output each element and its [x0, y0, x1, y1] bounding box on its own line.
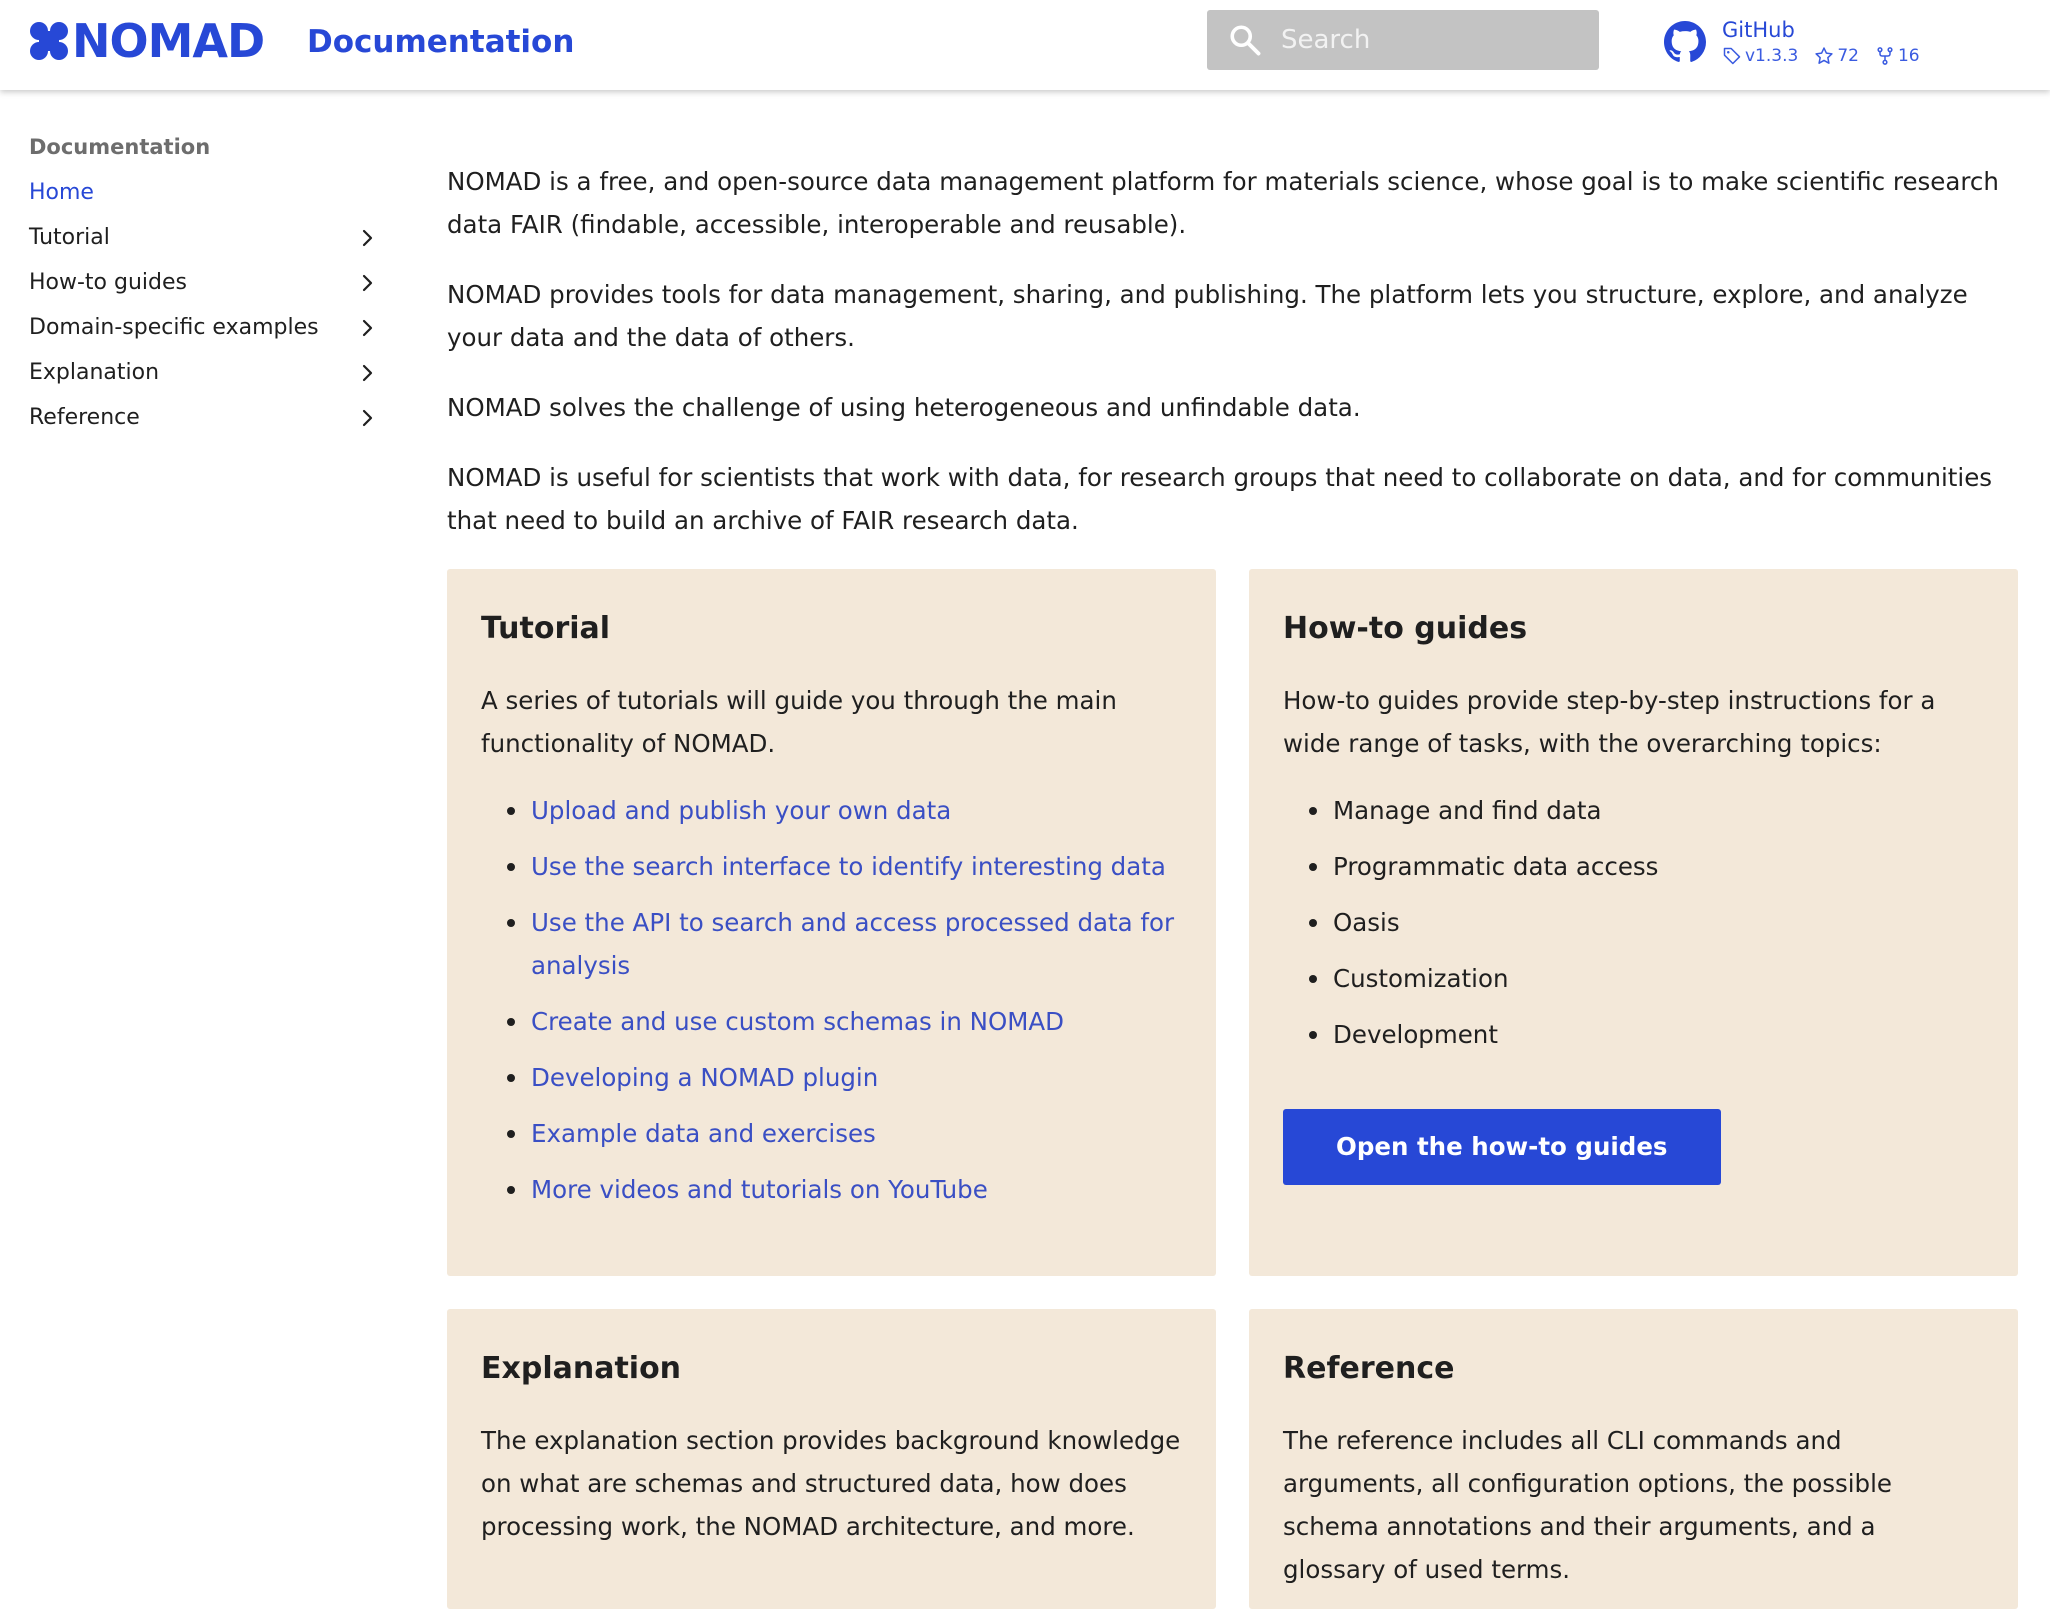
card-text: How-to guides provide step-by-step instructions for a wide range of tasks, with the overarching topics: — [1283, 686, 1936, 758]
tutorial-card — [447, 569, 1216, 1276]
list-item: Development — [1283, 1013, 1984, 1056]
card-title: Explanation — [481, 1351, 682, 1386]
sidebar-item-label: Home — [29, 180, 94, 205]
list-item — [481, 845, 1182, 888]
list-item — [481, 1000, 1182, 1043]
list-item: Programmatic data access — [1283, 845, 1984, 888]
repo-version — [1722, 45, 1798, 67]
github-icon — [1664, 21, 1706, 63]
list-item — [481, 1168, 1182, 1211]
list-item: Oasis — [1283, 901, 1984, 944]
chevron-right-icon[interactable] — [355, 271, 379, 295]
chevron-right-icon[interactable] — [355, 226, 379, 250]
nomad-logo-icon — [28, 20, 70, 62]
sidebar-item-explanation[interactable] — [29, 350, 389, 395]
repo-forks — [1875, 45, 1920, 67]
repo-stars — [1814, 45, 1859, 67]
tutorial-link[interactable]: Developing a NOMAD plugin — [531, 1063, 879, 1092]
tutorial-link[interactable]: More videos and tutorials on YouTube — [531, 1175, 988, 1204]
how-to-guides-card — [1249, 569, 2018, 1276]
repo-name: GitHub — [1722, 18, 1795, 42]
list-item: Customization — [1283, 957, 1984, 1000]
intro-paragraph: NOMAD is a free, and open-source data management platform for materials science, whose goal is to make scientific research data FAIR (findable, accessible, interoperable and reusable). — [447, 167, 1999, 239]
card-grid — [447, 569, 2019, 1609]
search-input[interactable] — [1281, 15, 1581, 65]
card-title: Reference — [1283, 1351, 1455, 1386]
intro-paragraph: NOMAD is useful for scientists that work with data, for research groups that need to collaborate on data, and for communities that need to build an archive of FAIR research data. — [447, 463, 1993, 535]
repo-facts — [1722, 45, 1936, 67]
github-repo-link[interactable] — [1664, 14, 1936, 70]
repo-info — [1722, 17, 1936, 67]
repo-version-text: v1.3.3 — [1745, 46, 1799, 66]
how-to-topics-list — [1283, 789, 1984, 1056]
intro-paragraph: NOMAD provides tools for data management, sharing, and publishing. The platform lets you structure, explore, and analyze your data and the data of others. — [447, 280, 1968, 352]
search-box[interactable] — [1207, 10, 1599, 70]
chevron-right-icon[interactable] — [355, 406, 379, 430]
explanation-card — [447, 1309, 1216, 1609]
intro-section — [447, 160, 2019, 542]
tutorial-link[interactable]: Use the API to search and access processed data for analysis — [531, 908, 1175, 980]
search-icon — [1227, 22, 1263, 58]
site-title[interactable]: Documentation — [307, 24, 575, 60]
list-item — [481, 789, 1182, 832]
sidebar-item-how-to-guides[interactable] — [29, 260, 389, 305]
sidebar-item-tutorial[interactable] — [29, 215, 389, 260]
main-content — [447, 160, 2019, 1609]
sidebar-item-reference[interactable] — [29, 395, 389, 440]
card-title: Tutorial — [481, 611, 611, 646]
card-text: A series of tutorials will guide you through the main functionality of NOMAD. — [481, 686, 1117, 758]
reference-card — [1249, 1309, 2018, 1609]
intro-paragraph: NOMAD solves the challenge of using heterogeneous and unfindable data. — [447, 393, 1361, 422]
logo-text: NOMAD — [72, 14, 265, 68]
chevron-right-icon[interactable] — [355, 361, 379, 385]
tutorial-link[interactable]: Example data and exercises — [531, 1119, 876, 1148]
chevron-right-icon[interactable] — [355, 316, 379, 340]
list-item: Manage and find data — [1283, 789, 1984, 832]
sidebar-item-label: Tutorial — [29, 225, 110, 250]
list-item — [481, 901, 1182, 987]
list-item — [481, 1056, 1182, 1099]
card-text: The reference includes all CLI commands and arguments, all configuration options, the possible schema annotations and their arguments, and a glossary of used terms. — [1283, 1426, 1892, 1584]
top-header — [0, 0, 2050, 90]
tutorial-links-list — [481, 789, 1182, 1211]
sidebar-item-domain-specific-examples[interactable] — [29, 305, 389, 350]
tutorial-link[interactable]: Use the search interface to identify interesting data — [531, 852, 1166, 881]
card-title: How-to guides — [1283, 611, 1528, 646]
repo-forks-count: 16 — [1897, 46, 1920, 66]
tutorial-link[interactable]: Create and use custom schemas in NOMAD — [531, 1007, 1065, 1036]
open-how-to-guides-button[interactable]: Open the how-to guides — [1283, 1109, 1721, 1185]
sidebar-title: Documentation — [29, 135, 211, 159]
sidebar-item-label: How-to guides — [29, 270, 187, 295]
sidebar-item-label: Reference — [29, 405, 140, 430]
card-text: The explanation section provides background knowledge on what are schemas and structured data, how does processing work, the NOMAD architecture, and more. — [481, 1426, 1181, 1541]
repo-stars-count: 72 — [1837, 46, 1859, 66]
tutorial-link[interactable]: Upload and publish your own data — [531, 796, 952, 825]
sidebar-nav — [29, 130, 389, 440]
nomad-logo[interactable] — [28, 14, 265, 68]
list-item — [481, 1112, 1182, 1155]
sidebar-item-home[interactable] — [29, 170, 389, 215]
sidebar-item-label: Domain-specific examples — [29, 315, 319, 340]
star-icon — [1814, 46, 1834, 66]
fork-icon — [1875, 46, 1895, 66]
tag-icon — [1722, 46, 1742, 66]
sidebar-item-label: Explanation — [29, 360, 160, 385]
